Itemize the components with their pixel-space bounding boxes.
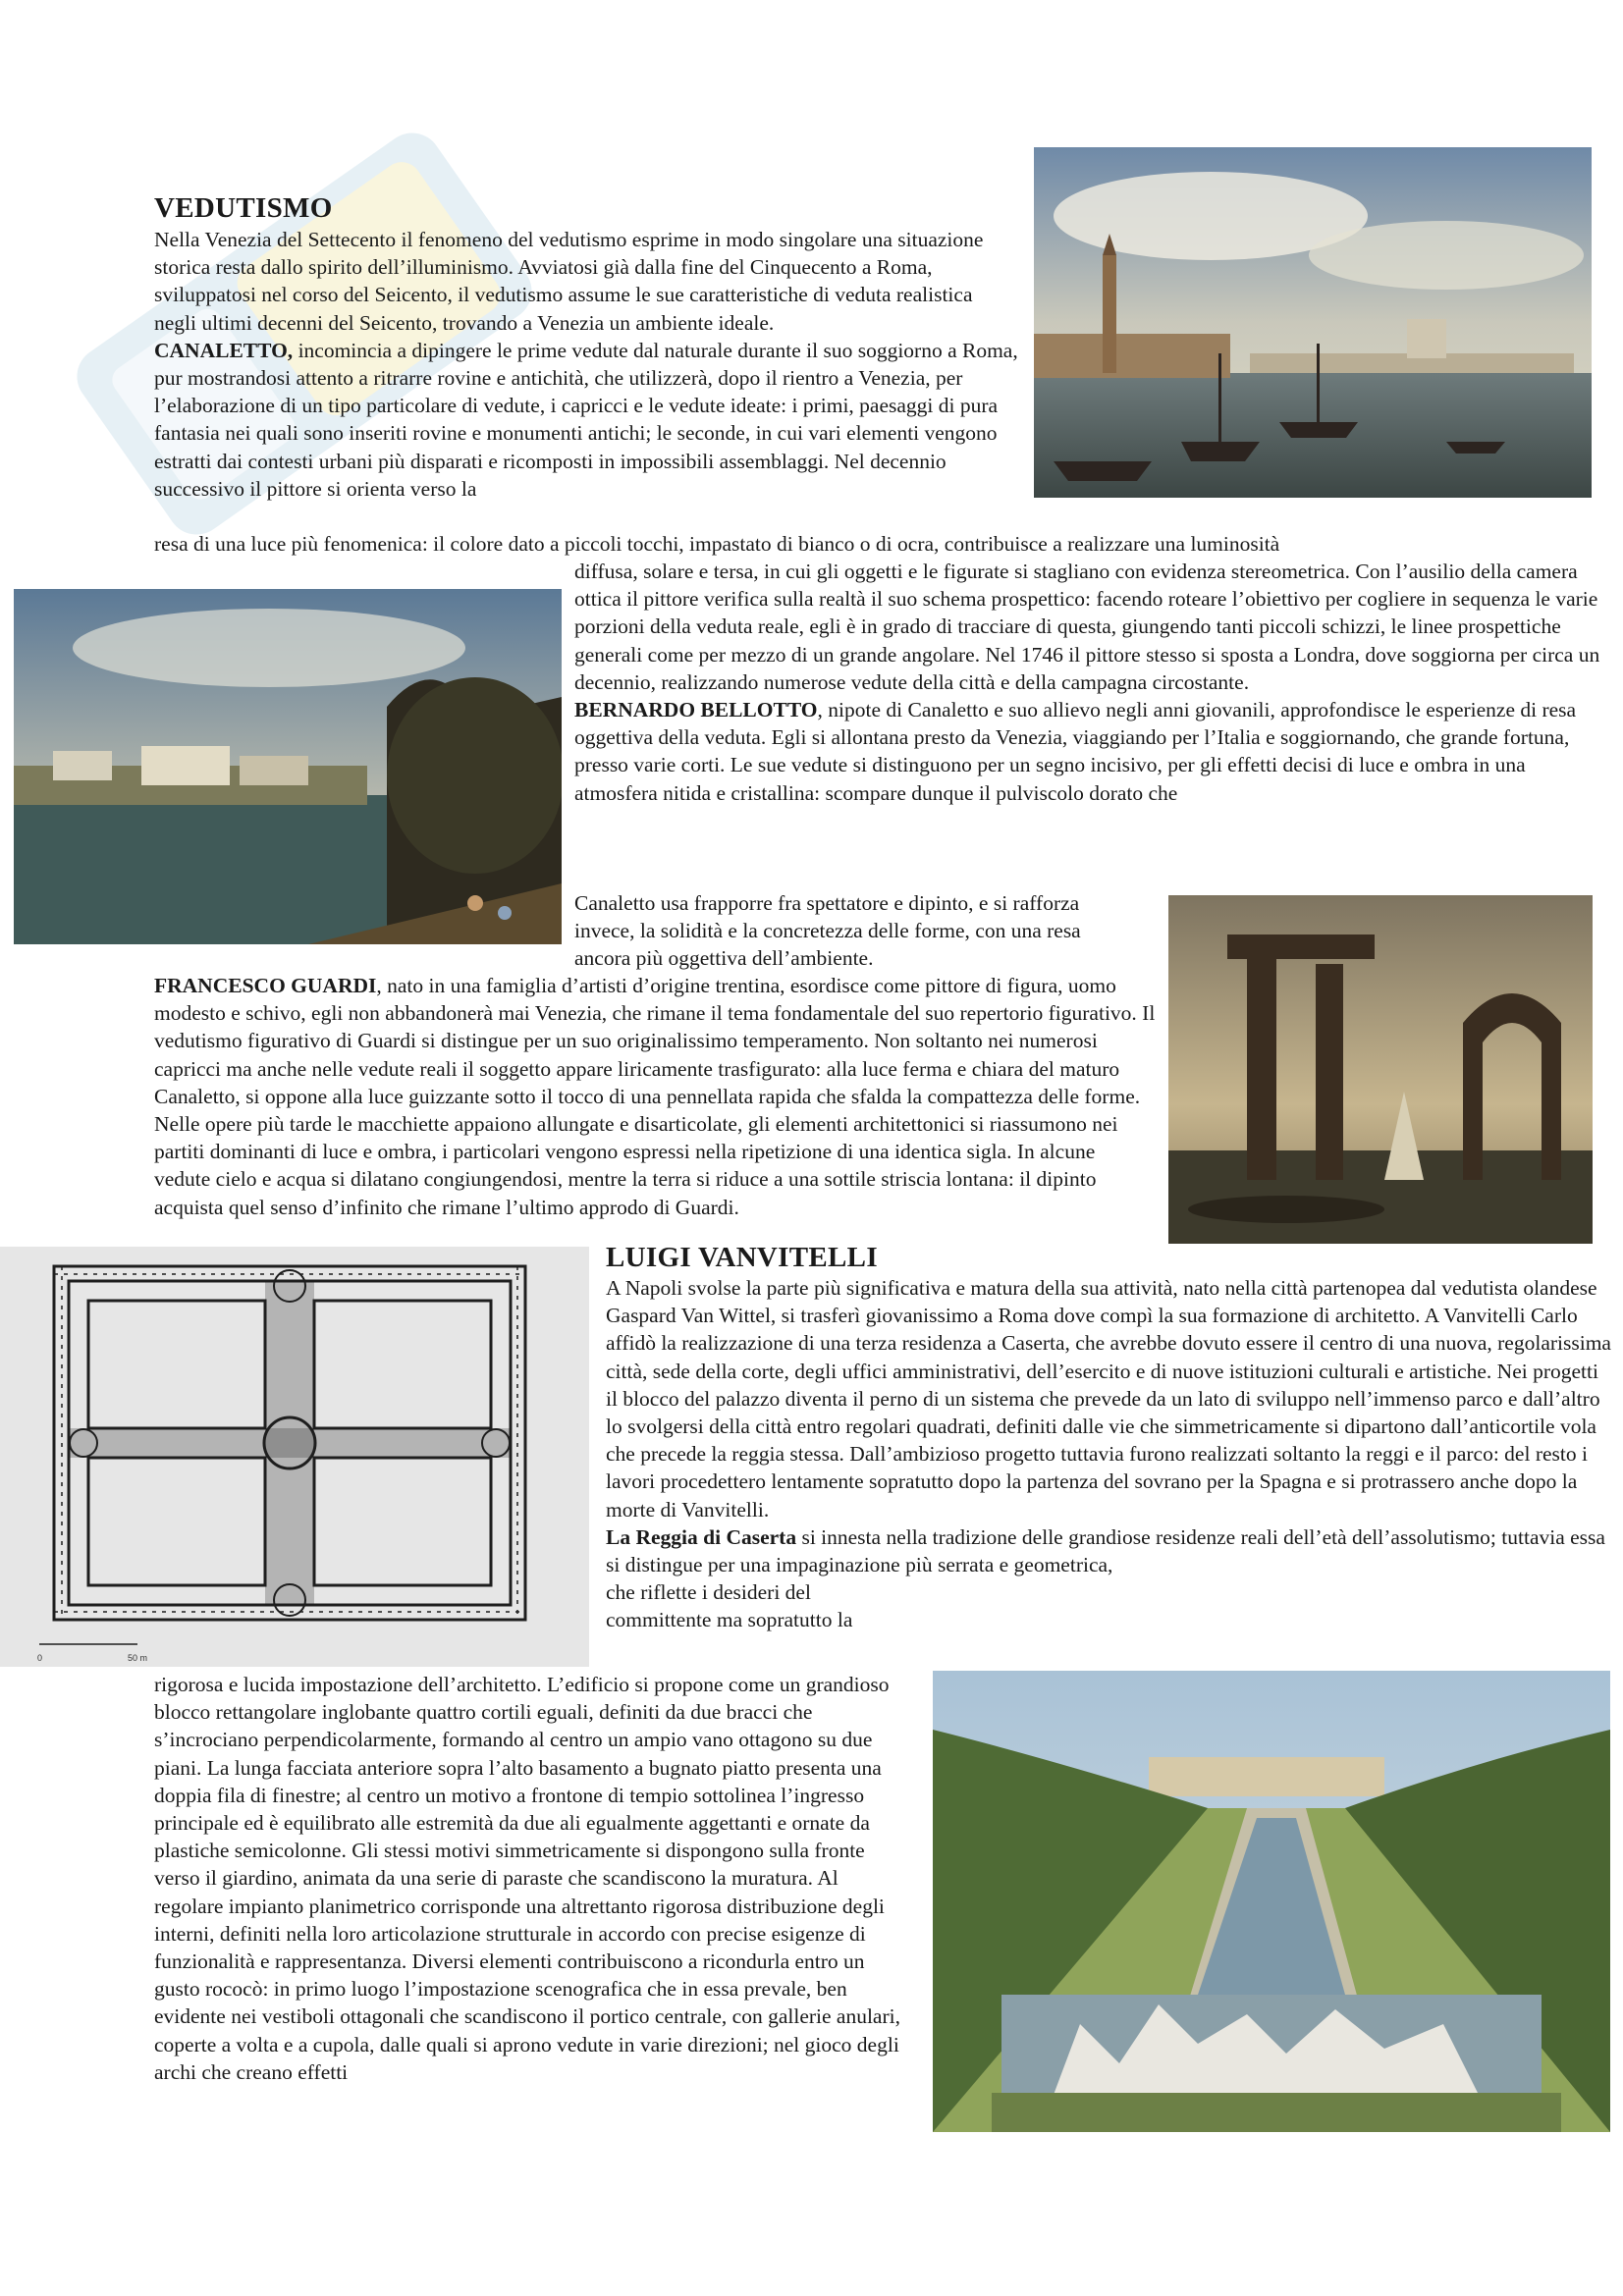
canaletto-text-a: incomincia a dipingere le prime vedute dal naturale durante il suo soggiorno a Roma, pur mostrandosi attento a ritrarre rovine e antichità, che utilizzerà, dopo il rientro a Venezia, per l’elaborazione di un tipo particolare di vedute, i capricci e le vedute ideate: i primi, paesaggi di pura fantasia nei quali sono inseriti rovine e monumenti antichi; le seconde, in cui vari elementi vengono estratti dai contesti urbani più disparati e ricomposti in impossibili assemblaggi. Nel decennio successivo il pittore si orienta verso la xyxy=(154,338,1018,501)
guardi-name: FRANCESCO GUARDI xyxy=(154,974,377,997)
plan-scale-end: 50 m xyxy=(128,1653,148,1663)
canaletto-text-c: diffusa, solare e tersa, in cui gli oggetti e le figurate si stagliano con evidenza stereometrica. Con l’ausilio della camera ottica il pittore verifica sulla realtà il suo schema prospettico: facendo roteare l’obiettivo per cogliere in sequenza le varie porzioni della veduta reale, egli è in grado di tracciare di questa, giungendo tanti piccoli schizzi, le linee prospettiche generali come per mezzo di un grande angolare. Nel 1746 il pittore stesso si sposta a Londra, dove soggiorna per circa un decennio, realizzando numerose vedute della città e della campagna circostante. xyxy=(574,560,1600,694)
canaletto-text-b: resa di una luce più fenomenica: il colore dato a piccoli tocchi, impastato di bianco o di ocra, contribuisce a realizzare una luminosità xyxy=(154,532,1280,556)
bellotto-text-b: Canaletto usa frapporre fra spettatore e dipinto, e si rafforza invece, la solidità e la concretezza delle forme, con una resa ancora più oggettiva dell’ambiente. xyxy=(574,891,1081,971)
reggia-garden-photo xyxy=(933,1671,1610,2132)
reggia-text-c: rigorosa e lucida impostazione dell’architetto. L’edificio si propone come un grandioso blocco rettangolare inglobante quattro cortili eguali, definiti da due bracci che s’incrociano perpendicolarmente, formando al centro un ampio vano ottagono su due piani. La lunga facciata anteriore sopra l’alto basamento a bugnato piatto presenta una doppia fila di finestre; al centro un motivo a frontone di tempio sottolinea l’ingresso principale ed è equilibrato alle estremità da due ali egualmente aggettanti e ornate da plastiche semicolonne. Gli stessi motivi simmetricamente si dispongono sulla fronte verso il giardino, animata da una serie di paraste che scandiscono la muratura. Al regolare impianto planimetrico corrisponde una altrettanto rigorosa distribuzione degli interni, definiti nella loro articolazione strutturale in accordo con precise esigenze di funzionalità e rappresentanza. Diversi elementi contribuiscono a ricondurla entro un gusto rococò: in primo luogo l’impostazione scenografica che in essa prevale, ben evidente nei vestiboli ottagonali che scandiscono il portico centrale, con gallerie anulari, coperte a volta e a cupola, dalle quali si aprono vedute in varie direzioni; nel gioco degli archi che creano effetti xyxy=(154,1673,900,2084)
vanvitelli-title: LUIGI VANVITELLI xyxy=(606,1242,878,1273)
reggia-paragraph-c xyxy=(154,1671,910,2086)
guardi-text: , nato in una famiglia d’artisti d’origine trentina, esordisce come pittore di figura, uomo modesto e schivo, egli non abbandonerà mai Venezia, che rimane il tema fondamentale del suo repertorio figurativo. Il vedutismo figurativo di Guardi si distingue per un suo originalissimo temperamento. Non soltanto nei numerosi capricci ma anche nelle vedute reali il soggetto appare liricamente trasfigurato: alla luce ferma e chiara del maturo Canaletto, si oppone alla luce guizzante sotto il tocco di una pennellata rapida che sfalda la compattezza delle forme. Nelle opere più tarde le macchiette appaiono allungate e disarticolate, gli elementi architettonici si riassumono nei partiti dominanti di luce e ombra, i particolari vengono espressi nella ripetizione di una identica sigla. In alcune vedute cielo e acqua si dilatano congiungendosi, mentre la terra si riduce a una sottile striscia lontana: il dipinto acquista quel senso d’infinito che rimane l’ultimo approdo di Guardi. xyxy=(154,974,1156,1219)
caserta-floor-plan xyxy=(0,1247,589,1667)
vanvitelli-paragraph xyxy=(606,1274,1612,1634)
plan-scale-start: 0 xyxy=(37,1653,43,1663)
bellotto-name: BERNARDO BELLOTTO xyxy=(574,698,818,722)
bellotto-painting xyxy=(14,589,562,944)
canaletto-paragraph-b xyxy=(154,530,1607,558)
vedutismo-paragraph xyxy=(154,226,1018,503)
bellotto-text-a: , nipote di Canaletto e suo allievo negli anni giovanili, approfondisce le esperienze di resa oggettiva della veduta. Egli si allontana presto da Venezia, viaggiando per l’Italia e soggiornando, che grande fortuna, presso varie corti. Le sue vedute si distinguono per un segno incisivo, per gli effetti decisi di luce e ombra in una atmosfera nitida e cristallina: scompare dunque il pulviscolo dorato che xyxy=(574,698,1577,805)
canaletto-painting xyxy=(1034,147,1592,498)
guardi-painting xyxy=(1168,895,1593,1244)
reggia-text-a: si innesta nella tradizione delle grandiose residenze reali dell’età dell’assolutismo; tuttavia essa si distingue per una impaginazione più serrata e geometrica, xyxy=(606,1524,1605,1577)
vedutismo-text: Nella Venezia del Settecento il fenomeno del vedutismo esprime in modo singolare una situazione storica resta dallo spirito dell’illuminismo. Avviatosi già dalla fine del Cinquecento a Roma, sviluppatosi nel corso del Seicento, il vedutismo assume le sue caratteristiche di veduta realistica negli ultimi decenni del Seicento, trovando a Venezia un ambiente ideale. xyxy=(154,228,984,335)
bellotto-paragraph-b xyxy=(574,889,1109,973)
vedutismo-title: VEDUTISMO xyxy=(154,192,333,224)
canaletto-name: CANALETTO, xyxy=(154,338,294,362)
canaletto-paragraph-c xyxy=(574,558,1605,807)
reggia-name: La Reggia di Caserta xyxy=(606,1524,797,1549)
vanvitelli-text: A Napoli svolse la parte più significativa e matura della sua attività, nato nella città partenopea dal vedutista olandese Gaspard Van Wittel, si trasferì giovanissimo a Roma dove compì la sua formazione di architetto. A Vanvitelli Carlo affidò la realizzazione di una terza residenza a Caserta, che avrebbe dovuto essere il centro di una nuova, regolarissima città, sede della corte, degli uffici amministrativi, dell’esercito e di nuove istituzioni culturali e artistiche. Nei progetti il blocco del palazzo diventa il perno di un sistema che prevede da un lato di sviluppo nell’immenso parco e dall’altro lo svolgersi della città entro regolari quadrati, definiti dalle vie che simmetricamente si dipartono dall’anticortile vola che precede la reggia stessa. Dall’ambizioso progetto tuttavia furono realizzati soltanto la reggi e il parco: del resto i lavori procedettero lentamente sopratutto dopo la partenza del sovrano per la Spagna e si protrassero anche dopo la morte di Vanvitelli. xyxy=(606,1276,1611,1522)
guardi-paragraph xyxy=(154,972,1156,1221)
reggia-text-b: che riflette i desideri del committente ma sopratutto la xyxy=(606,1580,853,1632)
